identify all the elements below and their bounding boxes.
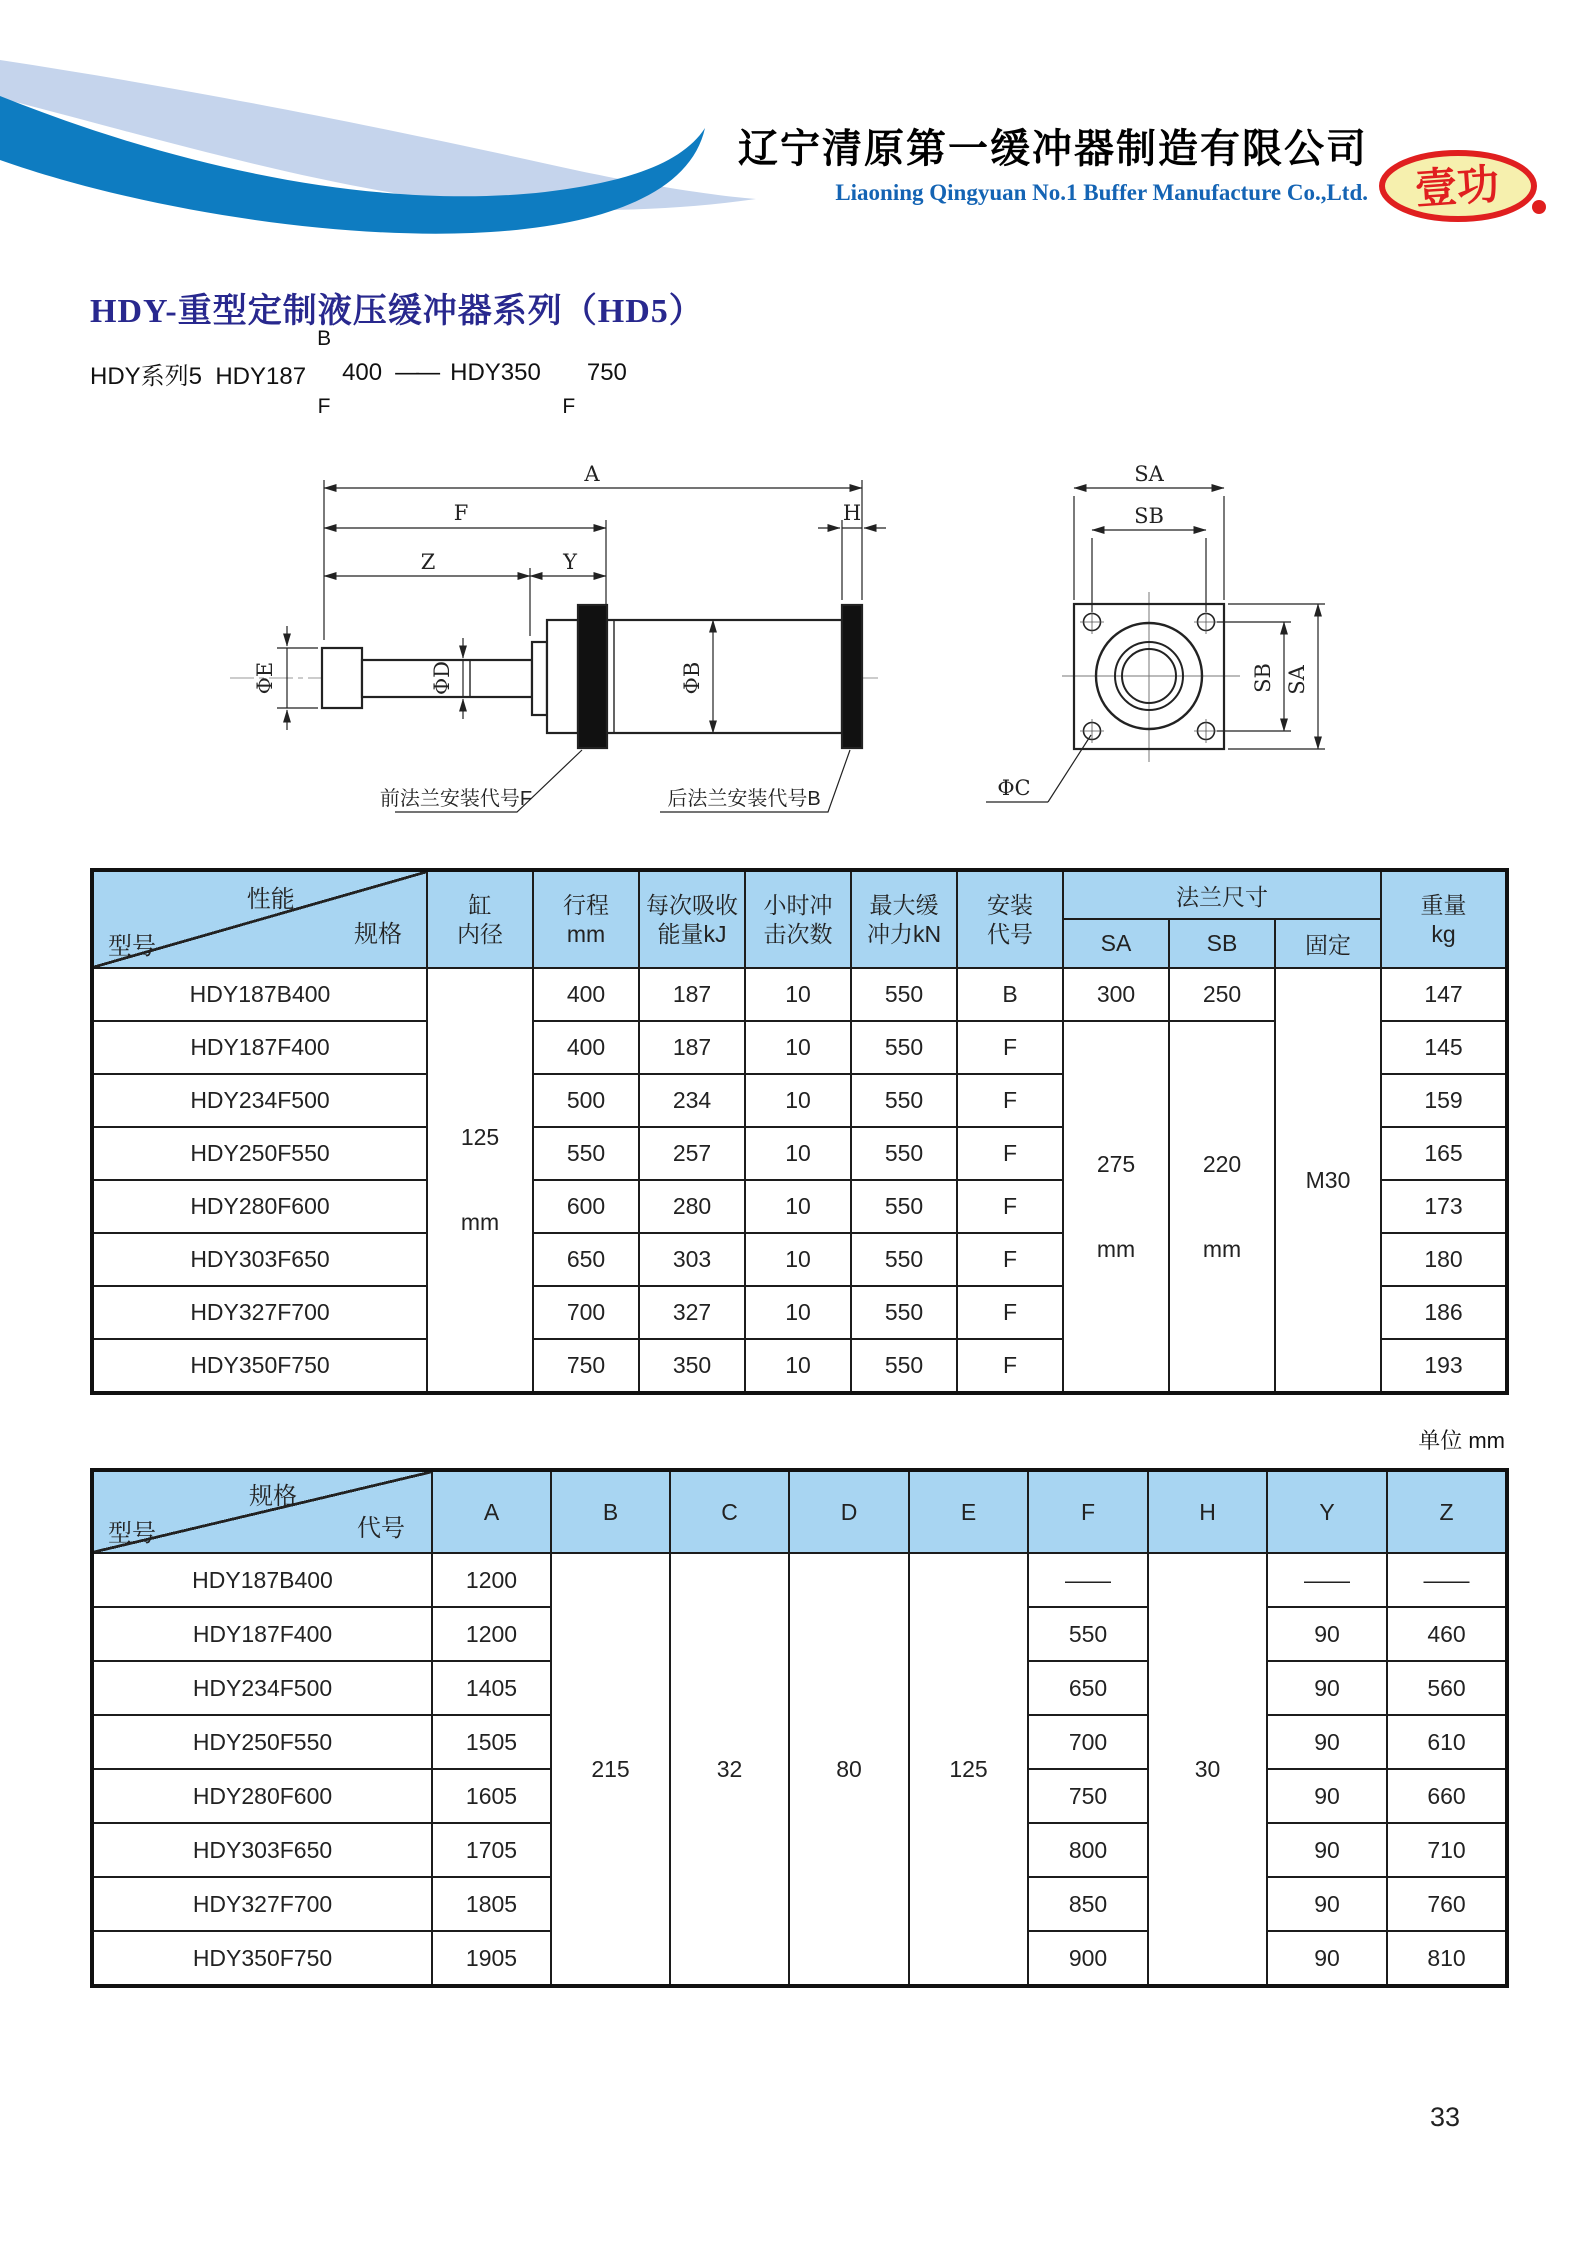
cell-z: 460 (1387, 1607, 1507, 1661)
cell-code: F (957, 1339, 1063, 1393)
cell-energy: 257 (639, 1127, 745, 1180)
cell-sa-merged (1063, 1021, 1169, 1393)
unit-note: 单位 mm (1418, 1428, 1505, 1453)
cell-y: 90 (1267, 1607, 1387, 1661)
cell-stroke: 650 (533, 1233, 639, 1286)
cell-f: —— (1028, 1553, 1148, 1607)
header-bore-line2: 内径 (457, 920, 503, 947)
sb-unit: mm (1202, 1235, 1242, 1262)
cell-y: 90 (1267, 1769, 1387, 1823)
rod-end-cap (322, 648, 362, 708)
cell-h-merged: 30 (1148, 1553, 1267, 1986)
mount-code-stack-2 (556, 327, 582, 419)
corner-label-code2: 代号 (357, 1515, 405, 1542)
cell-impacts: 10 (745, 968, 851, 1021)
mount-code-top: B (317, 327, 332, 350)
header-impacts-line1: 小时冲 (763, 891, 833, 918)
cell-f: 700 (1028, 1715, 1148, 1769)
cell-f: 850 (1028, 1877, 1148, 1931)
dim-label-z: Z (420, 550, 436, 574)
cell-model: HDY350F750 (92, 1931, 432, 1986)
cell-stroke: 700 (533, 1286, 639, 1339)
header-mount-line1: 安装 (987, 891, 1033, 918)
cell-fix-merged: M30 (1275, 968, 1381, 1393)
cell-energy: 350 (639, 1339, 745, 1393)
header-col-e: E (909, 1470, 1028, 1553)
cell-z: 810 (1387, 1931, 1507, 1986)
mount-code-bottom: F (317, 395, 331, 418)
corner-label-model2: 型号 (108, 1520, 156, 1547)
cell-y: 90 (1267, 1931, 1387, 1986)
header-col-z: Z (1387, 1470, 1507, 1553)
cell-f: 550 (1028, 1607, 1148, 1661)
sa-value: 275 (1096, 1150, 1136, 1177)
model-2: HDY350 (450, 359, 541, 386)
dim-label-phi-e: ΦE (253, 661, 277, 695)
cell-e-merged: 125 (909, 1553, 1028, 1986)
cell-model: HDY280F600 (92, 1769, 432, 1823)
front-flange (578, 605, 607, 748)
cell-model: HDY280F600 (92, 1180, 427, 1233)
cell-z: 710 (1387, 1823, 1507, 1877)
cell-impacts: 10 (745, 1286, 851, 1339)
company-logo (1375, 145, 1555, 235)
rear-flange (842, 605, 862, 748)
cell-stroke: 750 (533, 1339, 639, 1393)
cell-a: 1605 (432, 1769, 551, 1823)
header-flange-group: 法兰尺寸 (1063, 870, 1381, 919)
header-col-a: A (432, 1470, 551, 1553)
cell-stroke: 400 (533, 1021, 639, 1074)
head-section (547, 620, 578, 733)
cell-code: F (957, 1233, 1063, 1286)
header-stroke (533, 870, 639, 968)
cell-model: HDY327F700 (92, 1877, 432, 1931)
cylinder-body (607, 620, 842, 733)
cell-f: 900 (1028, 1931, 1148, 1986)
bore-value: 125 (460, 1124, 500, 1150)
cell-f: 750 (1028, 1769, 1148, 1823)
page-title: HDY-重型定制液压缓冲器系列（HD5） (90, 293, 704, 330)
header-swoosh-graphic (0, 0, 1587, 250)
model-designation-line (90, 326, 627, 420)
cell-impacts: 10 (745, 1180, 851, 1233)
header-col-h: H (1148, 1470, 1267, 1553)
cell-impacts: 10 (745, 1127, 851, 1180)
cell-code: F (957, 1180, 1063, 1233)
cell-sa: 300 (1063, 968, 1169, 1021)
header-stroke-line1: 行程 (563, 891, 609, 918)
table2-corner-cell (92, 1470, 432, 1553)
cell-a: 1705 (432, 1823, 551, 1877)
corner-label-model: 型号 (108, 933, 156, 960)
model-stroke-1: 400 (342, 359, 383, 386)
cell-code: F (957, 1021, 1063, 1074)
company-name-cn: 辽宁清原第一缓冲器制造有限公司 (738, 126, 1368, 171)
table1-corner-cell (92, 870, 427, 968)
header-col-c: C (670, 1470, 789, 1553)
header-sb: SB (1169, 919, 1275, 968)
cell-a: 1905 (432, 1931, 551, 1986)
header-bore-line1: 缸 (468, 891, 492, 918)
cell-model: HDY234F500 (92, 1661, 432, 1715)
sa-unit: mm (1096, 1235, 1136, 1262)
cell-bore-merged (427, 968, 533, 1393)
header-energy-line1: 每次吸收 (646, 891, 738, 918)
cell-impacts: 10 (745, 1233, 851, 1286)
cell-model: HDY187B400 (92, 968, 427, 1021)
cell-energy: 280 (639, 1180, 745, 1233)
cell-z: 560 (1387, 1661, 1507, 1715)
cell-energy: 187 (639, 1021, 745, 1074)
corner-label-performance: 性能 (246, 886, 295, 913)
cell-y: —— (1267, 1553, 1387, 1607)
header-mount-code (957, 870, 1063, 968)
cell-y: 90 (1267, 1661, 1387, 1715)
header-col-y: Y (1267, 1470, 1387, 1553)
header-impacts-line2: 击次数 (763, 920, 833, 947)
cell-a: 1505 (432, 1715, 551, 1769)
cell-model: HDY250F550 (92, 1127, 427, 1180)
cell-force: 550 (851, 1074, 957, 1127)
header-force (851, 870, 957, 968)
dim-label-y: Y (563, 550, 577, 574)
cell-d-merged: 80 (789, 1553, 909, 1986)
cell-force: 550 (851, 1180, 957, 1233)
cell-model: HDY327F700 (92, 1286, 427, 1339)
dim-label-sa-top: SA (1134, 462, 1164, 486)
cell-weight: 147 (1381, 968, 1507, 1021)
cell-weight: 186 (1381, 1286, 1507, 1339)
cell-sb: 250 (1169, 968, 1275, 1021)
cell-f: 800 (1028, 1823, 1148, 1877)
header-mount-line2: 代号 (987, 920, 1033, 947)
cell-model: HDY187F400 (92, 1607, 432, 1661)
cell-model: HDY234F500 (92, 1074, 427, 1127)
performance-table (90, 868, 1509, 1395)
cell-weight: 173 (1381, 1180, 1507, 1233)
header-sa: SA (1063, 919, 1169, 968)
dim-label-phi-c: ΦC (997, 776, 1031, 800)
cell-force: 550 (851, 1339, 957, 1393)
cell-stroke: 550 (533, 1127, 639, 1180)
cell-model: HDY250F550 (92, 1715, 432, 1769)
cell-weight: 145 (1381, 1021, 1507, 1074)
cell-code: F (957, 1286, 1063, 1339)
dimensions-table (90, 1468, 1509, 1988)
technical-drawing (0, 440, 1587, 860)
company-name-en: Liaoning Qingyuan No.1 Buffer Manufacture Co.,Ltd. (835, 180, 1368, 205)
cell-a: 1805 (432, 1877, 551, 1931)
cell-z: 760 (1387, 1877, 1507, 1931)
dim-label-phi-d: ΦD (430, 660, 454, 696)
rod-collar (532, 642, 547, 715)
company-name-block (700, 126, 1368, 206)
cell-model: HDY187B400 (92, 1553, 432, 1607)
cell-force: 550 (851, 1286, 957, 1339)
logo-dot (1532, 200, 1546, 214)
mount-code-stack-1 (311, 327, 337, 419)
model-range-dash: —— (395, 359, 438, 386)
cell-z: 610 (1387, 1715, 1507, 1769)
cell-c-merged: 32 (670, 1553, 789, 1986)
header-fix: 固定 (1275, 919, 1381, 968)
header-weight-line2: kg (1431, 920, 1456, 947)
cell-z: 660 (1387, 1769, 1507, 1823)
cell-sb-merged (1169, 1021, 1275, 1393)
cell-code: F (957, 1127, 1063, 1180)
cell-b-merged: 215 (551, 1553, 670, 1986)
cell-force: 550 (851, 968, 957, 1021)
cell-weight: 193 (1381, 1339, 1507, 1393)
corner-label-spec: 规格 (354, 921, 402, 948)
cell-code: B (957, 968, 1063, 1021)
cell-model: HDY187F400 (92, 1021, 427, 1074)
cell-a: 1200 (432, 1553, 551, 1607)
dim-label-sb-top: SB (1134, 504, 1164, 528)
cell-stroke: 500 (533, 1074, 639, 1127)
header-bore (427, 870, 533, 968)
cell-energy: 234 (639, 1074, 745, 1127)
header-energy (639, 870, 745, 968)
header-weight (1381, 870, 1507, 968)
cell-impacts: 10 (745, 1021, 851, 1074)
rear-flange-note: 后法兰安装代号B (667, 788, 821, 810)
cell-model: HDY350F750 (92, 1339, 427, 1393)
dim-label-sa-right: SA (1285, 665, 1309, 695)
cell-stroke: 600 (533, 1180, 639, 1233)
cell-model: HDY303F650 (92, 1233, 427, 1286)
cell-energy: 187 (639, 968, 745, 1021)
dim-label-phi-b: ΦB (680, 661, 704, 695)
cell-weight: 159 (1381, 1074, 1507, 1127)
logo-text: 壹功 (1413, 160, 1501, 213)
cell-impacts: 10 (745, 1339, 851, 1393)
header-stroke-line2: mm (566, 920, 606, 947)
model-series-prefix: HDY系列5 HDY187 (90, 362, 307, 390)
phi-c-leader (1048, 735, 1091, 802)
cell-y: 90 (1267, 1715, 1387, 1769)
dim-label-f: F (453, 501, 469, 525)
header-energy-line2: 能量kJ (657, 920, 727, 947)
header-impacts (745, 870, 851, 968)
page-number: 33 (1429, 2102, 1461, 2132)
header-force-line2: 冲力kN (866, 920, 942, 947)
cell-a: 1405 (432, 1661, 551, 1715)
header-col-b: B (551, 1470, 670, 1553)
cell-energy: 303 (639, 1233, 745, 1286)
header-col-f: F (1028, 1470, 1148, 1553)
header-weight-line1: 重量 (1420, 891, 1467, 918)
cell-z: —— (1387, 1553, 1507, 1607)
cell-weight: 180 (1381, 1233, 1507, 1286)
cell-weight: 165 (1381, 1127, 1507, 1180)
cell-force: 550 (851, 1233, 957, 1286)
corner-label-spec2: 规格 (249, 1483, 298, 1510)
dim-label-h: H (842, 501, 862, 525)
cell-y: 90 (1267, 1877, 1387, 1931)
cell-code: F (957, 1074, 1063, 1127)
dim-label-sb-right: SB (1251, 663, 1275, 693)
cell-f: 650 (1028, 1661, 1148, 1715)
cell-y: 90 (1267, 1823, 1387, 1877)
cell-energy: 327 (639, 1286, 745, 1339)
dim-label-a: A (584, 462, 600, 486)
mount-code-bottom-2: F (562, 395, 576, 418)
cell-stroke: 400 (533, 968, 639, 1021)
model-stroke-2: 750 (586, 359, 627, 386)
cell-a: 1200 (432, 1607, 551, 1661)
cell-force: 550 (851, 1021, 957, 1074)
front-flange-note: 前法兰安装代号F (379, 788, 533, 810)
cell-impacts: 10 (745, 1074, 851, 1127)
cell-force: 550 (851, 1127, 957, 1180)
bore-unit: mm (460, 1209, 500, 1235)
header-force-line1: 最大缓 (869, 891, 939, 918)
header-col-d: D (789, 1470, 909, 1553)
sb-value: 220 (1202, 1150, 1242, 1177)
cell-model: HDY303F650 (92, 1823, 432, 1877)
